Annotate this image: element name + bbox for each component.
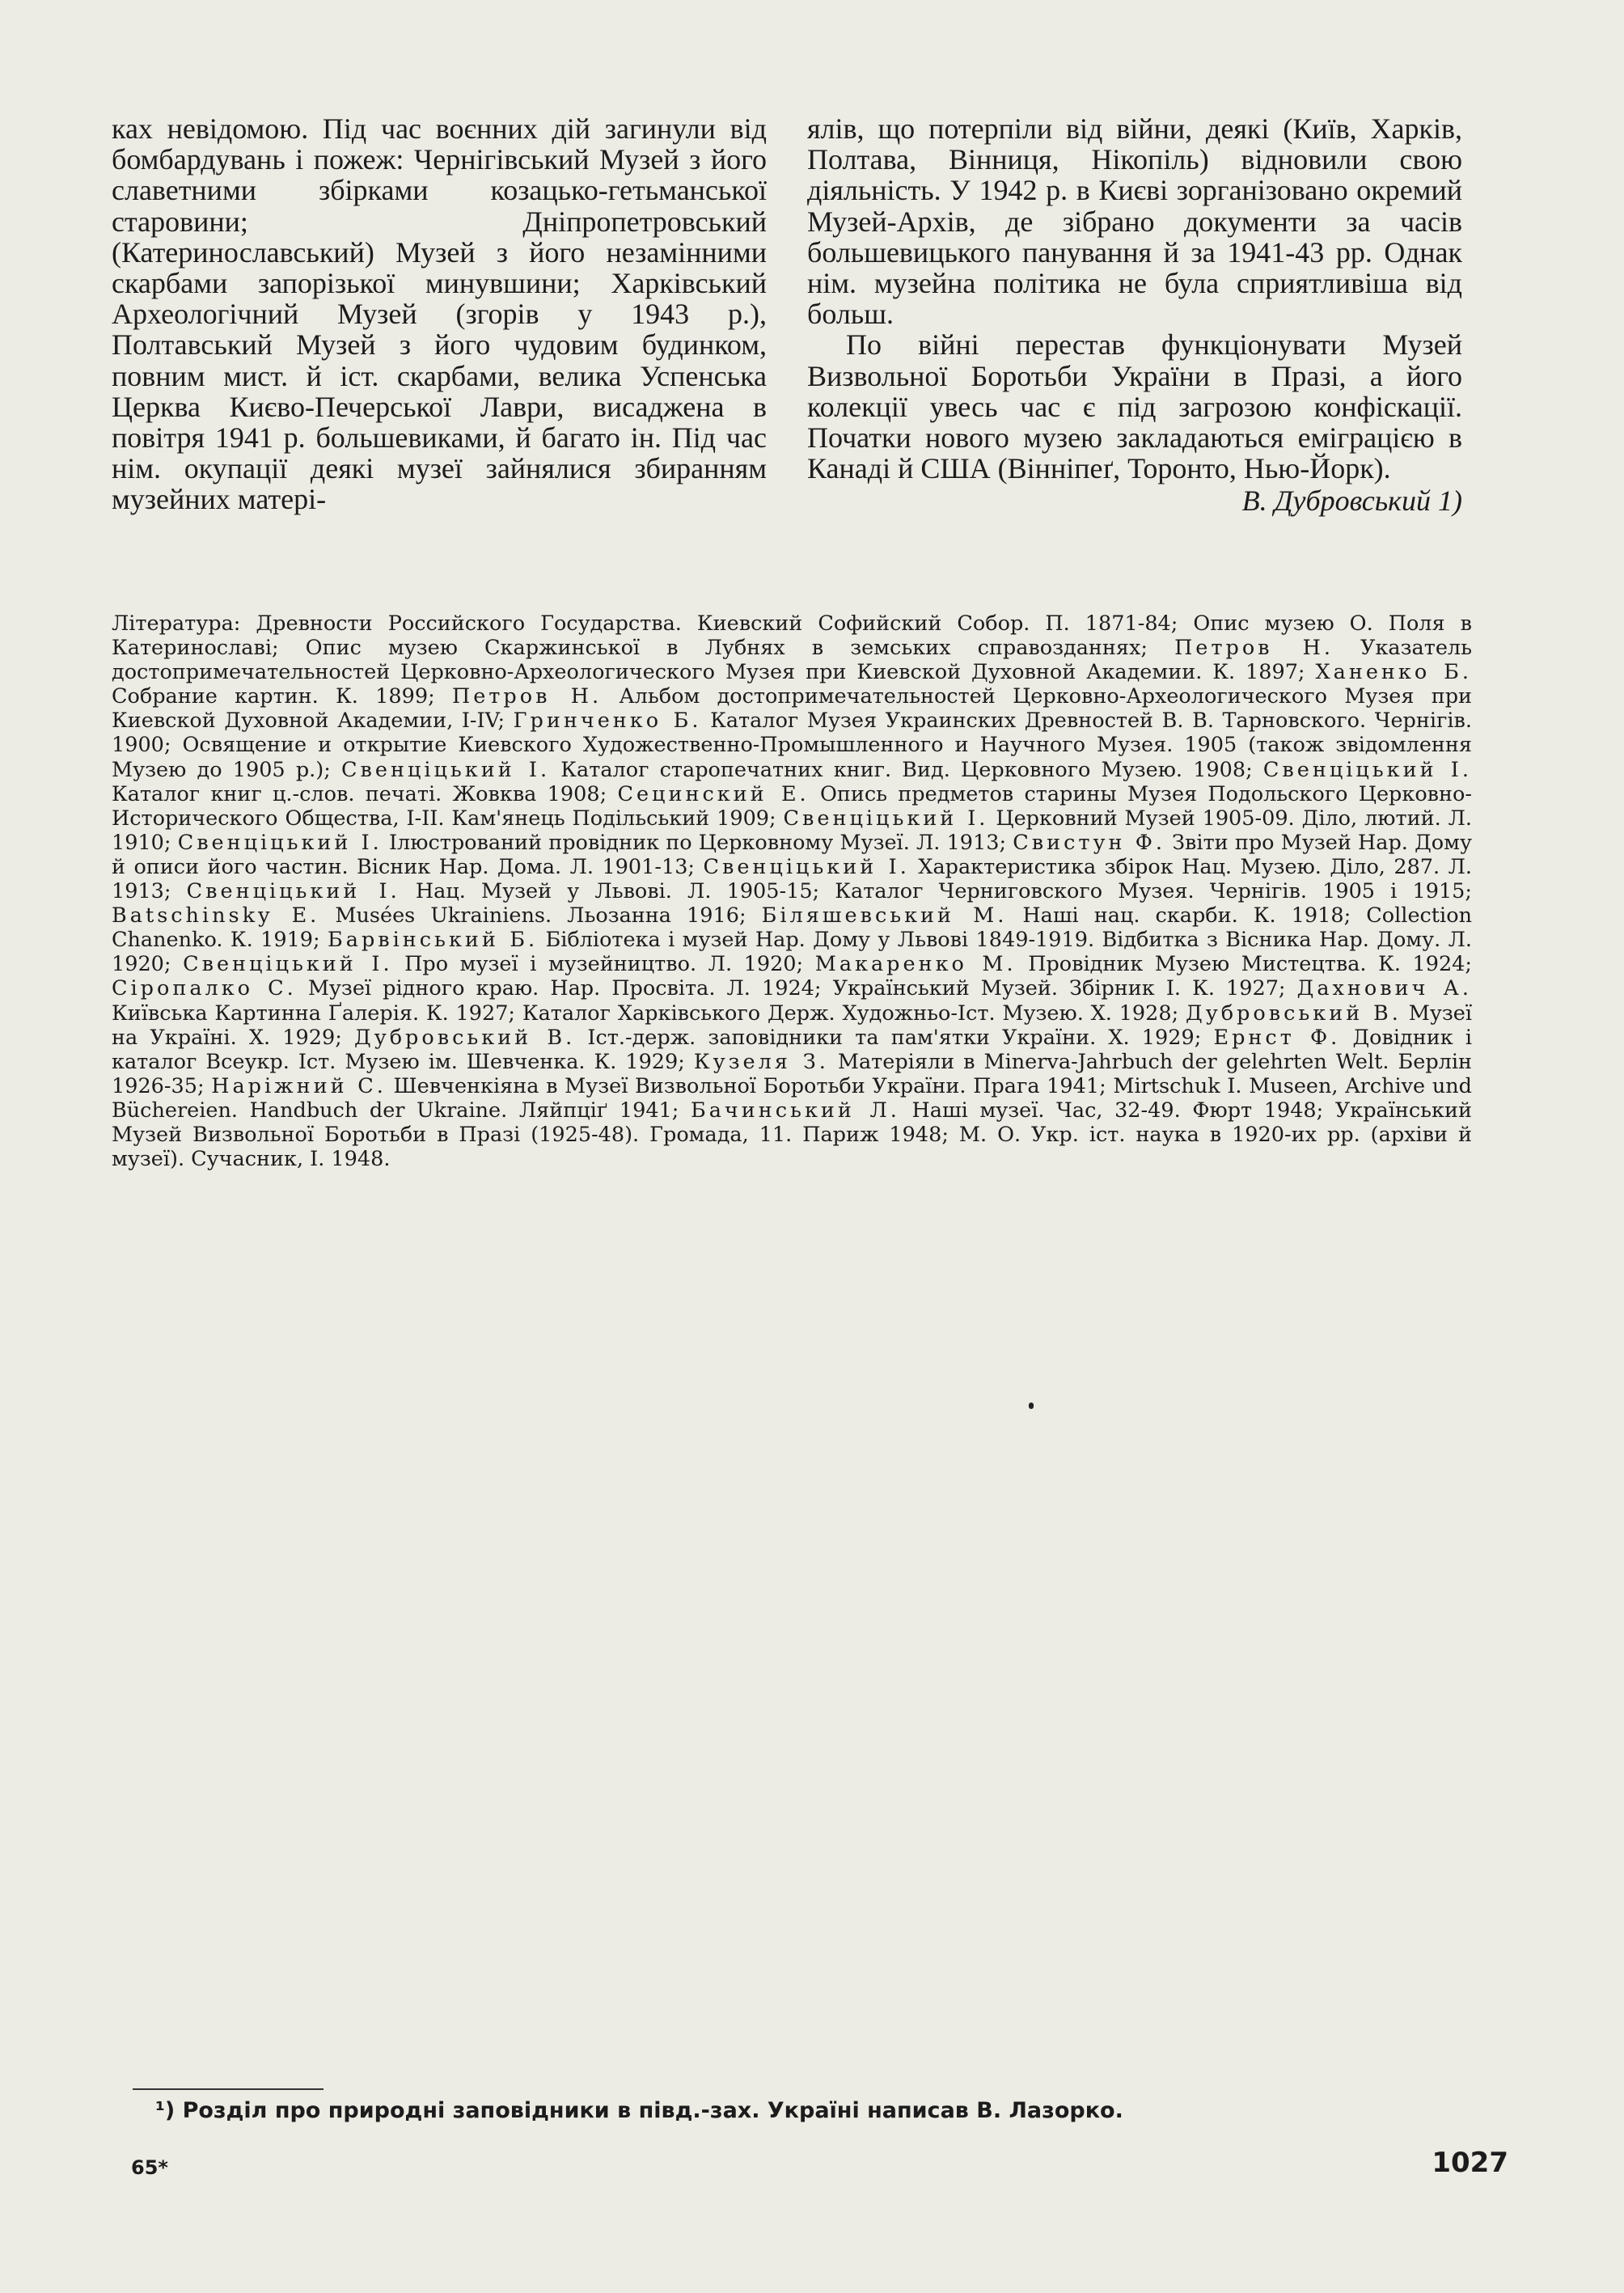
literature-author: Дубровський В. xyxy=(353,1025,576,1050)
literature-author: Свенціцький І. xyxy=(703,854,910,879)
page-signature: 65* xyxy=(131,2156,168,2179)
literature-text: Література: Древности Российского Государства. Киевский Софийский Собор. П. 1871-84; Опис музею О. Поля в Катеринославі; Опис музею Скаржинської в Лубнях в земських справозданнях; xyxy=(112,611,1472,661)
footnote-rule xyxy=(133,2088,324,2090)
literature-author: Петров Н. xyxy=(1174,636,1334,661)
literature-block xyxy=(112,611,1472,1171)
literature-text: Довідник і каталог Всеукр. Іст. Музею ім. Шевченка. К. 1929; xyxy=(112,1025,1473,1074)
literature-author: Петров Н. xyxy=(451,684,603,709)
literature-text: Указатель достопримечательностей Церковно-Археологического Музея при Киевской Духовной Академии. К. 1897; xyxy=(112,636,1472,685)
author-signature xyxy=(807,485,1462,516)
literature-text: Каталог книг ц.-слов. печаті. Жовква 1908; xyxy=(112,781,618,806)
literature-author: Ханенко Б. xyxy=(1315,660,1472,685)
ink-dot xyxy=(1029,1402,1034,1409)
literature-author: Бачинський Л. xyxy=(690,1098,900,1123)
literature-text: Наші музеї. Час, 32-49. Фюрт 1948; Український Музей Визвольної Боротьби в Празі (1925-48). Громада, 11. Париж 1948; М. О. Укр. іст. наука в 1920-их рр. (архіви й музеї). Сучасник, І. 1948. xyxy=(112,1098,1472,1172)
literature-text: Каталог Музея Украинских Древностей В. В. Тарновского. Чернігів. 1900; Освящение и открытие Киевского Художественно-Промышленного и Научного Музея. 1905 (також звідомлення Музею до 1905 р.); xyxy=(112,709,1472,782)
literature-text: Шевченкіяна в Музеї Визвольної Боротьби України. Прага 1941; Mirtschuk I. Museen, Archive und Büchereien. Handbuch der Ukraine. Ляйпціґ 1941; xyxy=(112,1073,1472,1123)
text-column-right xyxy=(807,113,1462,517)
literature-author: Свенціцький І. xyxy=(1262,757,1472,782)
literature-text: Альбом достопримечательностей Церковно-Археологического Музея при Киевской Духовной Академии, I-IV; xyxy=(112,684,1473,734)
literature-author: Свенціцький І. xyxy=(783,806,989,831)
text-column-left xyxy=(112,113,767,515)
literature-text: Каталог старопечатних книг. Вид. Церковного Музею. 1908; xyxy=(550,757,1263,782)
page-number: 1027 xyxy=(1432,2147,1508,2179)
literature-author: Гринченко Б. xyxy=(513,709,702,734)
literature-text: Київська Картинна Ґалерія. К. 1927; Каталог Харківського Держ. Художньо-Іст. Музею. Х. 1928; xyxy=(112,1001,1186,1026)
literature-author: Свенціцький І. xyxy=(183,952,393,977)
paragraph-right-2: По війні перестав функціонувати Музей Визвольної Боротьби України в Празі, а його колекції увесь час є під загрозою конфіскації. Початки нового музею закладаються еміграцією в Канаді й США (Вінніпеґ, Торонто, Нью-Йорк). xyxy=(807,328,1462,485)
literature-text: Музеї рідного краю. Нар. Просвіта. Л. 1924; Український Музей. Збірник І. К. 1927; xyxy=(296,976,1297,1001)
literature-author: Свистун Ф. xyxy=(1013,830,1165,855)
literature-author: Свенціцький І. xyxy=(186,879,400,904)
literature-text: Іст.-держ. заповідники та пам'ятки України. Х. 1929; xyxy=(575,1025,1214,1050)
literature-author: Свенціцький І. xyxy=(177,830,383,855)
literature-text: Провідник Музею Мистецтва. К. 1924; xyxy=(1016,952,1473,977)
paragraph-right-1: ялів, що потерпіли від війни, деякі (Київ, Харків, Полтава, Вінниця, Нікопіль) відновили свою діяльність. У 1942 р. в Києві зорганізовано окремий Музей-Архів, де зібрано документи за часів большевицького панування й за 1941-43 рр. Однак нім. музейна політика не була сприятливіша від больш. xyxy=(807,112,1462,331)
literature-author: Барвінський Б. xyxy=(328,928,539,953)
literature-text: Musées Ukrainiens. Льозанна 1916; xyxy=(319,903,762,929)
literature-text: Нац. Музей у Львові. Л. 1905-15; Каталог Черниговского Музея. Чернігів. 1905 і 1915; xyxy=(400,879,1472,904)
author-footnote-mark: 1) xyxy=(1438,484,1462,518)
literature-text: Опись предметов старины Музея Подольского Церковно-Исторического Общества, I-II. Кам'янець Подільський 1909; xyxy=(112,781,1472,831)
literature-author: Свенціцький І. xyxy=(341,757,551,782)
literature-text: Бібліотека і музей Нар. Дому у Львові 1849-1919. Відбитка з Вісника Нар. Дому. Л. 1920; xyxy=(112,928,1473,977)
literature-text: Звіти про Музей Нар. Дому й описи його частин. Вісник Нар. Дома. Л. 1901-13; xyxy=(112,830,1472,879)
literature-author: Кузеля З. xyxy=(693,1049,829,1074)
literature-author: Макаренко М. xyxy=(814,952,1017,977)
literature-text: Музеї на Україні. Х. 1929; xyxy=(112,1001,1472,1050)
author-name: В. Дубровський xyxy=(1241,484,1431,518)
literature-author: Сіропалко С. xyxy=(112,976,297,1001)
literature-text: Церковний Музей 1905-09. Діло, лютий. Л. 1910; xyxy=(112,806,1472,855)
literature-author: Дахнович А. xyxy=(1296,976,1472,1001)
literature-author: Ернст Ф. xyxy=(1213,1025,1341,1050)
literature-text: Ілюстрований провідник по Церковному Музеї. Л. 1913; xyxy=(382,830,1013,855)
literature-author: Сецинский Е. xyxy=(617,781,810,806)
literature-author: Дубровський В. xyxy=(1186,1001,1402,1026)
footnote: ¹) Розділ про природні заповідники в півд.-зах. Україні написав В. Лазорко. xyxy=(155,2098,1123,2123)
literature-author: Batschinsky E. xyxy=(112,903,320,929)
literature-text: Про музеї і музейництво. Л. 1920; xyxy=(392,952,815,977)
literature-text: Характеристика збірок Нац. Музею. Діло, 287. Л. 1913; xyxy=(112,854,1472,904)
paragraph-left: ках невідомою. Під час воєнних дій загинули від бомбардувань і пожеж: Чернігівський Музей з його славетними збірками козацько-гетьманської старовини; Дніпропетровський (Катеринославський) Музей з його незамінними скарбами запорізької минувшини; Харківський Археологічний Музей (згорів у 1943 р.), Полтавський Музей з його чудовим будинком, повним мист. й іст. скарбами, велика Успенська Церква Києво-Печерської Лаври, висаджена в повітря 1941 р. большевиками, й багато ін. Під час нім. окупації деякі музеї зайнялися збиранням музейних матері- xyxy=(112,112,767,516)
literature-text: Наші нац. скарби. К. 1918; Collection Chanenko. К. 1919; xyxy=(112,903,1472,953)
literature-text: Собрание картин. К. 1899; xyxy=(112,684,452,709)
literature-author: Біляшевський М. xyxy=(761,903,1008,929)
literature-author: Наріжний С. xyxy=(211,1073,387,1098)
literature-text: Матеріяли в Minerva-Jahrbuch der gelehrten Welt. Берлін 1926-35; xyxy=(112,1049,1472,1098)
